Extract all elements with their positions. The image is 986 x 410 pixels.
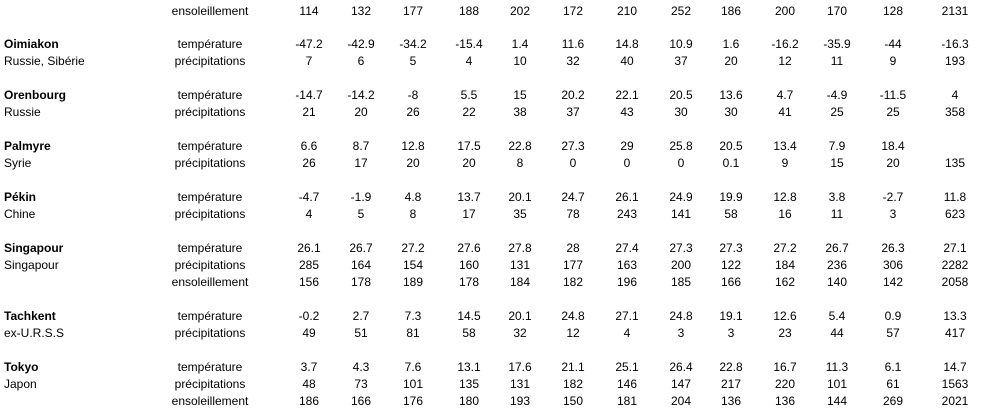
value-cell: 17.6 (508, 360, 532, 374)
value-cell: 24.7 (561, 190, 585, 204)
value-cell: 49 (302, 326, 316, 340)
value-cell: 142 (882, 275, 904, 289)
value-cell: 24.8 (669, 309, 693, 323)
value-cell: 20 (462, 156, 476, 170)
value-cell: 156 (298, 275, 320, 289)
value-cell: 12.8 (401, 139, 425, 153)
value-cell: 135 (944, 156, 966, 170)
measure-label: précipitations (174, 258, 246, 272)
value-cell: 12 (778, 54, 792, 68)
value-cell: 20.1 (508, 190, 532, 204)
value-cell: 20 (406, 156, 420, 170)
value-cell: -47.2 (295, 37, 323, 51)
value-cell: 189 (402, 275, 424, 289)
value-cell: 3.7 (300, 360, 318, 374)
table-row (0, 240, 986, 257)
table-row (0, 104, 986, 121)
value-cell: 4.7 (776, 88, 794, 102)
value-cell: 4 (305, 207, 313, 221)
city-name: Oimiakon (4, 37, 59, 51)
value-cell: 14.8 (615, 37, 639, 51)
value-cell: 24.9 (669, 190, 693, 204)
value-cell: 10 (513, 54, 527, 68)
value-cell: 220 (774, 377, 796, 391)
value-cell: 188 (458, 4, 480, 18)
value-cell: 40 (620, 54, 634, 68)
value-cell: 186 (298, 394, 320, 408)
value-cell: 26.7 (825, 241, 849, 255)
value-cell: 18.4 (881, 139, 905, 153)
value-cell: 623 (944, 207, 966, 221)
city-name: Tachkent (4, 309, 56, 323)
value-cell: -1.9 (350, 190, 372, 204)
value-cell: 166 (350, 394, 372, 408)
value-cell: 32 (566, 54, 580, 68)
value-cell: -16.3 (941, 37, 969, 51)
value-cell: 144 (826, 394, 848, 408)
value-cell: 26 (406, 105, 420, 119)
value-cell: -42.9 (347, 37, 375, 51)
measure-label: température (177, 37, 243, 51)
value-cell: 12.8 (773, 190, 797, 204)
value-cell: 172 (562, 4, 584, 18)
country-name: Syrie (4, 156, 32, 170)
value-cell: 4.3 (352, 360, 370, 374)
value-cell: 27.8 (508, 241, 532, 255)
city-name: Pékin (4, 190, 37, 204)
measure-label: température (177, 190, 243, 204)
value-cell: -14.7 (295, 88, 323, 102)
value-cell: 13.6 (719, 88, 743, 102)
value-cell: 150 (562, 394, 584, 408)
value-cell: 22 (462, 105, 476, 119)
table-row (0, 308, 986, 325)
value-cell: 11.3 (825, 360, 849, 374)
measure-label: précipitations (174, 207, 246, 221)
value-cell: 26.4 (669, 360, 693, 374)
value-cell: 20.5 (669, 88, 693, 102)
value-cell: 11.8 (943, 190, 967, 204)
measure-label: précipitations (174, 105, 246, 119)
value-cell: 217 (720, 377, 742, 391)
table-row (0, 138, 986, 155)
value-cell: 16 (778, 207, 792, 221)
value-cell: 26 (302, 156, 316, 170)
value-cell: -0.2 (298, 309, 320, 323)
value-cell: 128 (882, 4, 904, 18)
value-cell: 19.1 (719, 309, 743, 323)
value-cell: 27.4 (615, 241, 639, 255)
value-cell: 114 (299, 4, 319, 18)
value-cell: -2.7 (882, 190, 904, 204)
value-cell: 178 (350, 275, 372, 289)
value-cell: 20.2 (561, 88, 585, 102)
value-cell: 2058 (941, 275, 969, 289)
measure-label: précipitations (174, 377, 246, 391)
value-cell: 147 (670, 377, 692, 391)
city-name: Singapour (4, 241, 64, 255)
table-row (0, 53, 986, 70)
value-cell: 180 (458, 394, 480, 408)
table-row (0, 393, 986, 410)
value-cell: 122 (720, 258, 742, 272)
table-row (0, 206, 986, 223)
value-cell: 48 (302, 377, 316, 391)
value-cell: 200 (774, 4, 796, 18)
value-cell: 20.5 (719, 139, 743, 153)
value-cell: 22.8 (719, 360, 743, 374)
value-cell: 3 (677, 326, 685, 340)
measure-label: ensoleillement (171, 275, 249, 289)
table-row (0, 376, 986, 393)
value-cell: 11 (830, 54, 844, 68)
value-cell: 185 (670, 275, 692, 289)
value-cell: 182 (562, 377, 584, 391)
value-cell: 14.5 (457, 309, 481, 323)
value-cell: 306 (882, 258, 904, 272)
value-cell: 269 (882, 394, 904, 408)
value-cell: 7 (305, 54, 313, 68)
value-cell: 196 (616, 275, 638, 289)
country-name: Chine (4, 207, 36, 221)
value-cell: 8.7 (352, 139, 370, 153)
value-cell: 21.1 (561, 360, 585, 374)
value-cell: 9 (781, 156, 789, 170)
value-cell: 170 (826, 4, 848, 18)
value-cell: 10.9 (669, 37, 693, 51)
table-row (0, 325, 986, 342)
value-cell: 200 (670, 258, 692, 272)
value-cell: 358 (944, 105, 966, 119)
value-cell: 35 (513, 207, 527, 221)
value-cell: 4.8 (404, 190, 422, 204)
value-cell: -15.4 (455, 37, 483, 51)
measure-label: température (177, 360, 243, 374)
table-row (0, 155, 986, 172)
value-cell: 184 (774, 258, 796, 272)
value-cell: -11.5 (879, 88, 907, 102)
value-cell: 5 (357, 207, 365, 221)
measure-label: température (177, 241, 243, 255)
value-cell: 7.9 (828, 139, 846, 153)
value-cell: 202 (509, 4, 531, 18)
value-cell: 1563 (941, 377, 969, 391)
value-cell: 81 (406, 326, 420, 340)
measure-label: ensoleillement (171, 4, 249, 18)
measure-label: ensoleillement (171, 394, 249, 408)
value-cell: 136 (720, 394, 742, 408)
value-cell: 140 (826, 275, 848, 289)
value-cell: 58 (462, 326, 476, 340)
value-cell: 0 (623, 156, 631, 170)
value-cell: 131 (509, 377, 531, 391)
value-cell: 9 (889, 54, 897, 68)
value-cell: 26.3 (881, 241, 905, 255)
value-cell: 20 (724, 54, 738, 68)
value-cell: 13.1 (457, 360, 481, 374)
country-name: Japon (4, 377, 37, 391)
value-cell: 27.3 (719, 241, 743, 255)
value-cell: 2282 (941, 258, 969, 272)
value-cell: 21 (302, 105, 316, 119)
value-cell: 41 (778, 105, 792, 119)
value-cell: 210 (616, 4, 638, 18)
value-cell: 17 (462, 207, 476, 221)
value-cell: 13.7 (457, 190, 481, 204)
value-cell: 57 (886, 326, 900, 340)
value-cell: 20 (354, 105, 368, 119)
table-row (0, 189, 986, 206)
value-cell: 131 (509, 258, 531, 272)
value-cell: 24.8 (561, 309, 585, 323)
value-cell: 135 (458, 377, 480, 391)
value-cell: 51 (354, 326, 368, 340)
value-cell: 12 (566, 326, 580, 340)
value-cell: 177 (562, 258, 584, 272)
measure-label: précipitations (174, 156, 246, 170)
value-cell: 61 (886, 377, 900, 391)
value-cell: 17.5 (457, 139, 481, 153)
value-cell: 28 (566, 241, 580, 255)
value-cell: 178 (458, 275, 480, 289)
table-row (0, 257, 986, 274)
value-cell: 285 (298, 258, 320, 272)
value-cell: 22.1 (615, 88, 639, 102)
value-cell: 136 (774, 394, 796, 408)
value-cell: 186 (720, 4, 742, 18)
value-cell: 164 (350, 258, 372, 272)
value-cell: 141 (670, 207, 692, 221)
value-cell: 146 (616, 377, 638, 391)
table-row (0, 359, 986, 376)
value-cell: 0.1 (722, 156, 740, 170)
value-cell: 6.1 (884, 360, 902, 374)
value-cell: 43 (620, 105, 634, 119)
value-cell: 14.7 (943, 360, 967, 374)
value-cell: 5 (409, 54, 417, 68)
value-cell: 27.2 (401, 241, 425, 255)
value-cell: 252 (670, 4, 692, 18)
value-cell: 243 (616, 207, 638, 221)
value-cell: -34.2 (399, 37, 427, 51)
table-row (0, 274, 986, 291)
value-cell: 1.4 (511, 37, 529, 51)
value-cell: 0.9 (884, 309, 902, 323)
value-cell: -8 (407, 88, 419, 102)
value-cell: 2131 (941, 4, 969, 18)
value-cell: 11.6 (561, 37, 585, 51)
value-cell: 0 (677, 156, 685, 170)
table-row (0, 36, 986, 53)
value-cell: 417 (944, 326, 966, 340)
value-cell: 132 (350, 4, 372, 18)
value-cell: 3 (727, 326, 735, 340)
country-name: Russie (4, 105, 41, 119)
value-cell: 154 (402, 258, 424, 272)
value-cell: 101 (402, 377, 424, 391)
value-cell: 3 (889, 207, 897, 221)
value-cell: 78 (566, 207, 580, 221)
value-cell: 58 (724, 207, 738, 221)
value-cell: 25 (830, 105, 844, 119)
value-cell: 27.3 (669, 241, 693, 255)
value-cell: 1.6 (722, 37, 740, 51)
value-cell: 7.3 (404, 309, 422, 323)
measure-label: précipitations (174, 326, 246, 340)
value-cell: 26.1 (297, 241, 321, 255)
value-cell: 37 (674, 54, 688, 68)
value-cell: 162 (774, 275, 796, 289)
value-cell: 30 (724, 105, 738, 119)
value-cell: 25 (886, 105, 900, 119)
value-cell: 25.1 (615, 360, 639, 374)
value-cell: 27.3 (561, 139, 585, 153)
city-name: Orenbourg (4, 88, 66, 102)
value-cell: 27.1 (615, 309, 639, 323)
value-cell: 5.4 (828, 309, 846, 323)
value-cell: -4.7 (298, 190, 320, 204)
value-cell: 177 (402, 4, 424, 18)
value-cell: 15 (513, 88, 527, 102)
value-cell: 2021 (941, 394, 969, 408)
value-cell: 163 (616, 258, 638, 272)
country-name: Russie, Sibérie (4, 54, 85, 68)
value-cell: 0 (569, 156, 577, 170)
value-cell: 4 (951, 88, 959, 102)
value-cell: 3.8 (828, 190, 846, 204)
measure-label: précipitations (174, 54, 246, 68)
value-cell: -35.9 (823, 37, 851, 51)
value-cell: 26.1 (615, 190, 639, 204)
value-cell: 20.1 (508, 309, 532, 323)
value-cell: 4 (623, 326, 631, 340)
value-cell: 13.4 (773, 139, 797, 153)
value-cell: 37 (566, 105, 580, 119)
value-cell: 19.9 (719, 190, 743, 204)
country-name: Singapour (4, 258, 59, 272)
city-name: Palmyre (4, 139, 51, 153)
value-cell: 101 (826, 377, 848, 391)
value-cell: 17 (354, 156, 368, 170)
value-cell: 22.8 (508, 139, 532, 153)
value-cell: 26.7 (349, 241, 373, 255)
table-row (0, 3, 986, 20)
value-cell: -14.2 (347, 88, 375, 102)
value-cell: 27.1 (943, 241, 967, 255)
value-cell: 23 (778, 326, 792, 340)
value-cell: -44 (884, 37, 902, 51)
value-cell: 6.6 (300, 139, 318, 153)
value-cell: -4.9 (826, 88, 848, 102)
value-cell: 204 (670, 394, 692, 408)
value-cell: 8 (516, 156, 524, 170)
measure-label: température (177, 309, 243, 323)
value-cell: -16.2 (771, 37, 799, 51)
city-name: Tokyo (4, 360, 39, 374)
value-cell: 182 (562, 275, 584, 289)
value-cell: 11 (830, 207, 844, 221)
value-cell: 15 (830, 156, 844, 170)
value-cell: 30 (674, 105, 688, 119)
value-cell: 13.3 (943, 309, 967, 323)
value-cell: 236 (826, 258, 848, 272)
value-cell: 160 (458, 258, 480, 272)
value-cell: 166 (720, 275, 742, 289)
value-cell: 44 (830, 326, 844, 340)
measure-label: température (177, 139, 243, 153)
value-cell: 184 (509, 275, 531, 289)
country-name: ex-U.R.S.S (4, 326, 65, 340)
value-cell: 27.2 (773, 241, 797, 255)
value-cell: 181 (616, 394, 638, 408)
value-cell: 2.7 (352, 309, 370, 323)
value-cell: 193 (944, 54, 966, 68)
value-cell: 193 (509, 394, 531, 408)
table-row (0, 87, 986, 104)
value-cell: 8 (409, 207, 417, 221)
measure-label: température (177, 88, 243, 102)
value-cell: 27.6 (457, 241, 481, 255)
value-cell: 4 (465, 54, 473, 68)
value-cell: 12.6 (773, 309, 797, 323)
value-cell: 25.8 (669, 139, 693, 153)
value-cell: 176 (402, 394, 424, 408)
value-cell: 20 (886, 156, 900, 170)
value-cell: 73 (354, 377, 368, 391)
value-cell: 5.5 (460, 88, 478, 102)
value-cell: 16.7 (773, 360, 797, 374)
value-cell: 29 (620, 139, 634, 153)
value-cell: 6 (357, 54, 365, 68)
value-cell: 38 (513, 105, 527, 119)
value-cell: 7.6 (404, 360, 422, 374)
value-cell: 32 (513, 326, 527, 340)
